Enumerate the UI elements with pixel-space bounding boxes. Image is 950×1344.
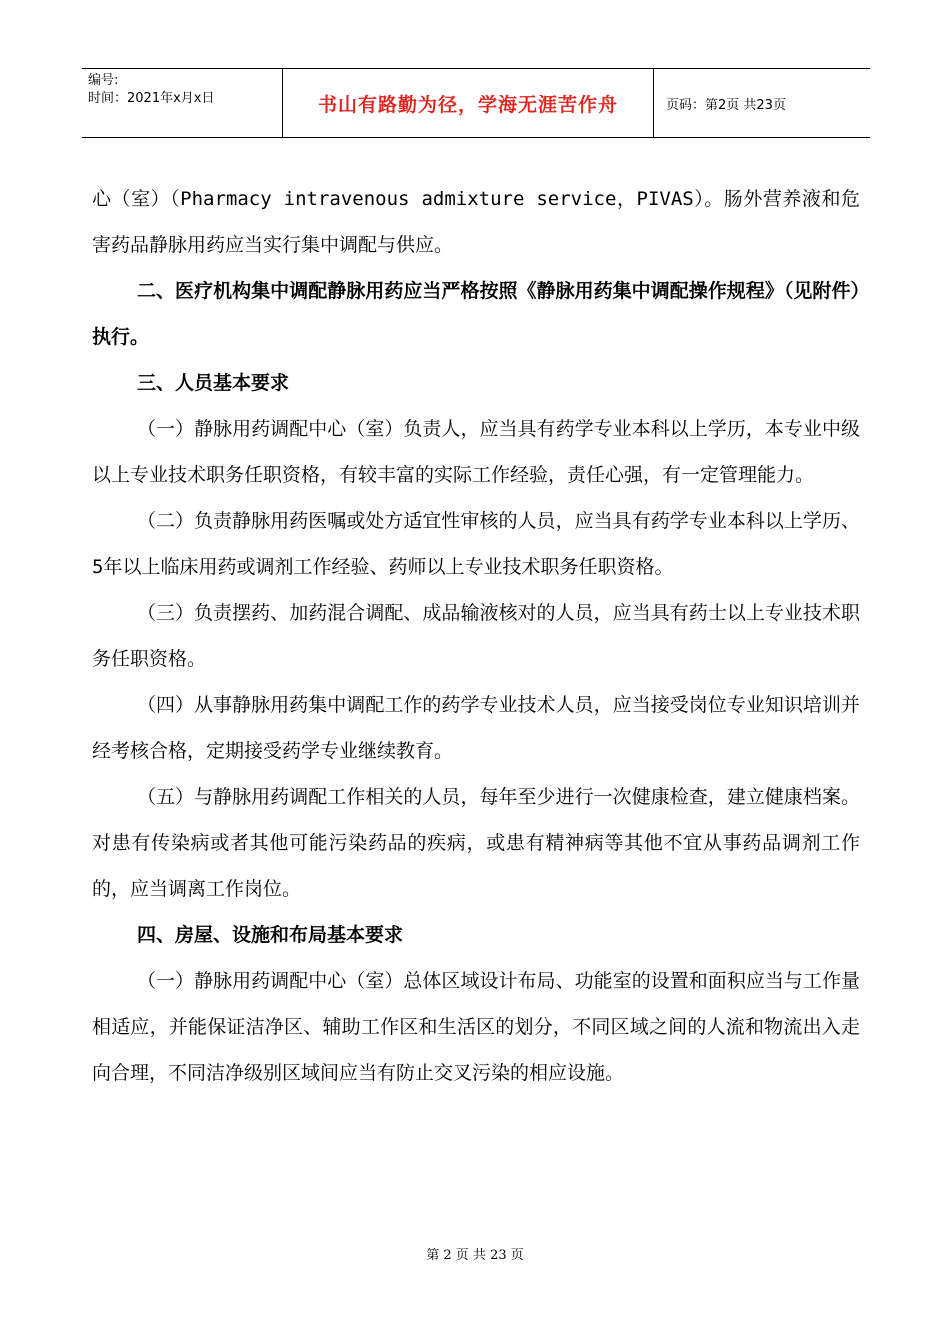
paragraph: （三）负责摆药、加药混合调配、成品输液核对的人员，应当具有药士以上专业技术职务任职资格。 <box>92 602 860 670</box>
paragraph: （二）负责静脉用药医嘱或处方适宜性审核的人员，应当具有药学专业本科以上学历、5年以上临床用药或调剂工作经验、药师以上专业技术职务任职资格。 <box>92 510 860 578</box>
document-body <box>92 176 860 1096</box>
paragraph: （一）静脉用药调配中心（室）总体区域设计布局、功能室的设置和面积应当与工作量相适应，并能保证洁净区、辅助工作区和生活区的划分，不同区域之间的人流和物流出入走向合理，不同洁净级别区域间应当有防止交叉污染的相应设施。 <box>92 970 860 1084</box>
section-heading: 四、房屋、设施和布局基本要求 <box>137 924 404 946</box>
page-footer: 第 2 页 共 23 页 <box>426 1248 524 1263</box>
header-motto: 书山有路勤为径，学海无涯苦作舟 <box>282 69 654 137</box>
paragraph: （四）从事静脉用药集中调配工作的药学专业技术人员，应当接受岗位专业知识培训并经考核合格，定期接受药学专业继续教育。 <box>92 694 860 762</box>
paragraph: 心（室）（Pharmacy intravenous admixture service，PIVAS）。肠外营养液和危害药品静脉用药应当实行集中调配与供应。 <box>92 188 860 256</box>
header-page-info: 页码：第2页 共23页 <box>666 97 786 113</box>
header-meta <box>82 69 282 137</box>
serial-number-label: 编号: <box>88 73 119 88</box>
paragraph: （五）与静脉用药调配工作相关的人员，每年至少进行一次健康检查，建立健康档案。对患有传染病或者其他可能污染药品的疾病，或患有精神病等其他不宜从事药品调剂工作的，应当调离工作岗位。 <box>92 786 860 900</box>
document-header <box>82 68 870 138</box>
section-heading: 三、人员基本要求 <box>137 372 290 394</box>
date-label: 时间：2021年x月x日 <box>88 91 215 106</box>
section-heading: 二、医疗机构集中调配静脉用药应当严格按照《静脉用药集中调配操作规程》（见附件）执行。 <box>92 280 860 348</box>
paragraph: （一）静脉用药调配中心（室）负责人，应当具有药学专业本科以上学历，本专业中级以上专业技术职务任职资格，有较丰富的实际工作经验，责任心强，有一定管理能力。 <box>92 418 860 486</box>
